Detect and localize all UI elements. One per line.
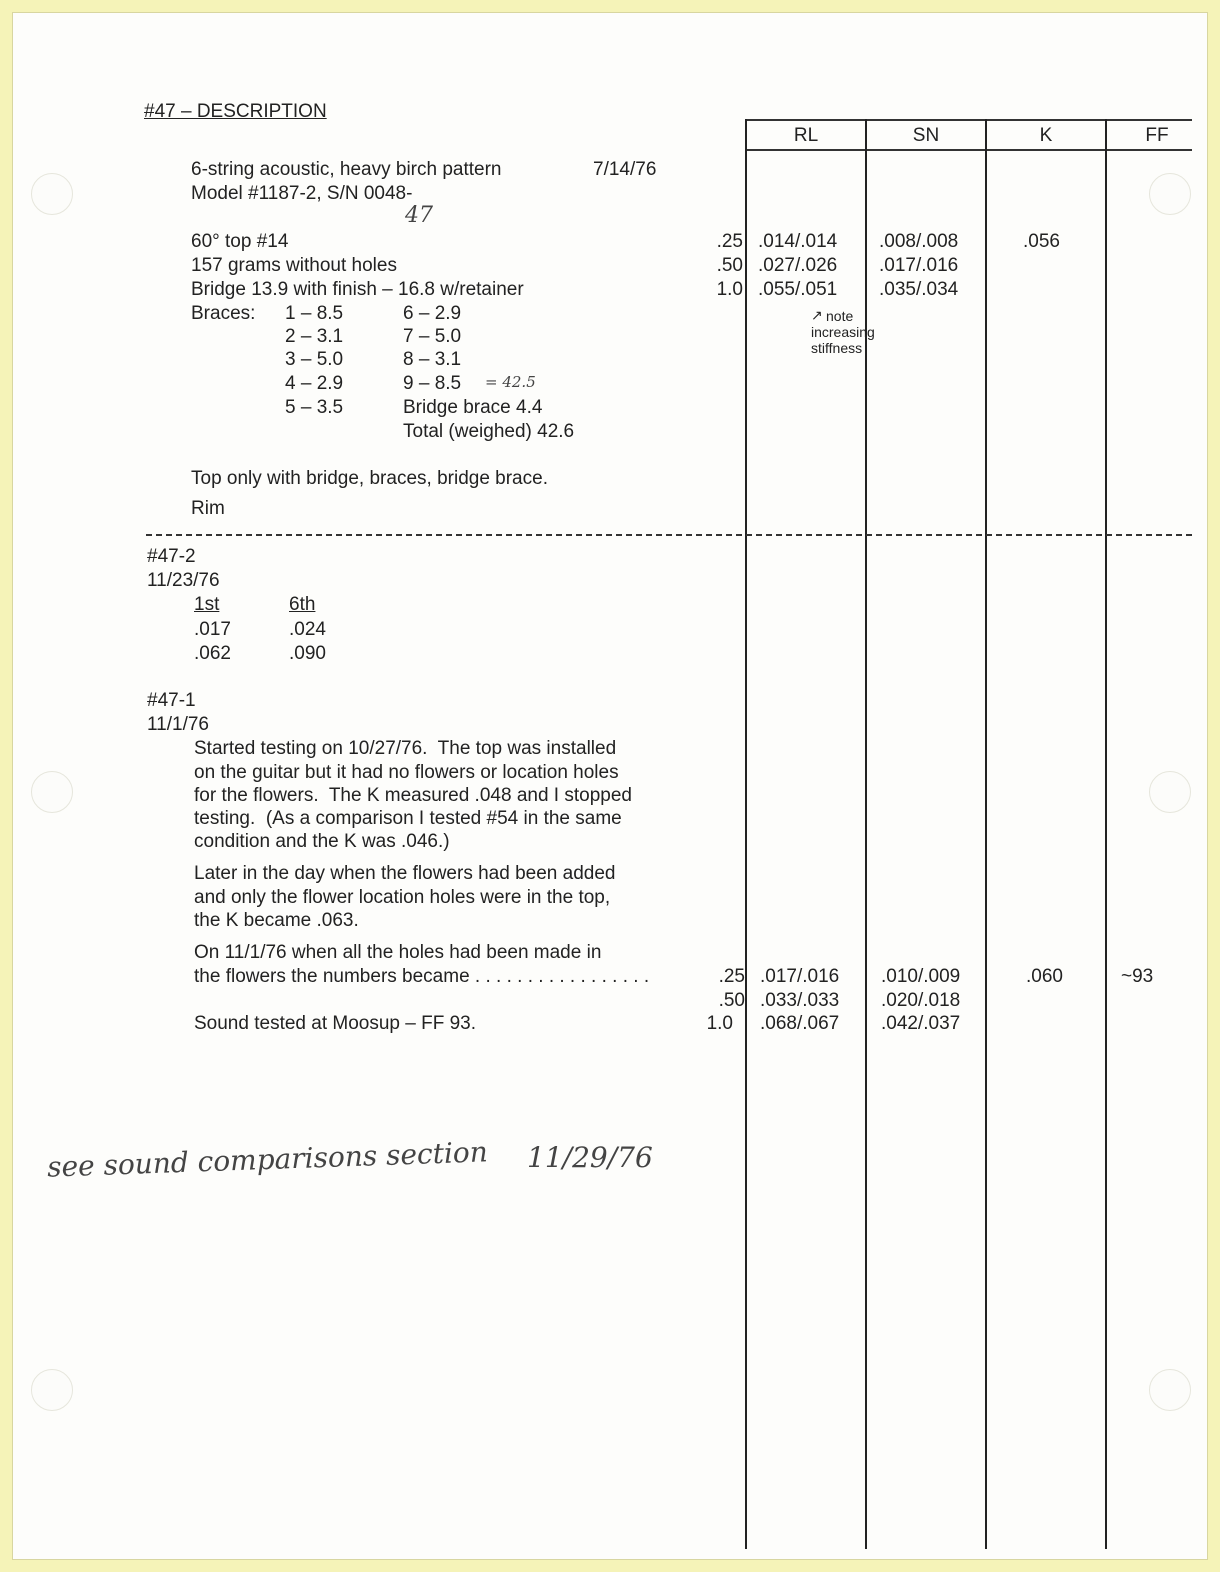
column-line-1 xyxy=(745,119,747,1549)
rl-value-b3: .068/.067 xyxy=(760,1013,840,1034)
entry-47-1-id: #47-1 xyxy=(147,690,196,711)
entry-47-1-para2-line1: Later in the day when the flowers had been added xyxy=(194,863,616,884)
handwritten-serial-correction: 47 xyxy=(405,203,433,228)
rl-value-a3: .055/.051 xyxy=(758,279,838,300)
rl-value-a2: .027/.026 xyxy=(758,255,838,276)
load-10-a: 1.0 xyxy=(716,279,743,300)
punch-hole-right-middle xyxy=(1149,771,1191,813)
rl-value-a1: .014/.014 xyxy=(758,231,838,252)
top-spec: 60° top #14 xyxy=(191,231,289,252)
rim-label: Rim xyxy=(191,498,225,519)
load-10-b: 1.0 xyxy=(706,1013,733,1034)
sn-value-b2: .020/.018 xyxy=(881,990,961,1011)
entry-47-2-r2c1: .062 xyxy=(194,643,231,664)
entry-47-2-r2c2: .090 xyxy=(289,643,326,664)
description-line-1: 6-string acoustic, heavy birch pattern xyxy=(191,159,502,180)
entry-47-2-r1c1: .017 xyxy=(194,619,231,640)
total-weighed: Total (weighed) 42.6 xyxy=(403,421,575,442)
punch-hole-right-top xyxy=(1149,173,1191,215)
entry-47-1-para3-line1: On 11/1/76 when all the holes had been made in xyxy=(194,942,602,963)
entry-47-2-date: 11/23/76 xyxy=(147,570,220,591)
bridge-brace: Bridge brace 4.4 xyxy=(403,397,543,418)
entry-47-2-r1c2: .024 xyxy=(289,619,326,640)
load-050-a: .50 xyxy=(716,255,743,276)
column-header-rl: RL xyxy=(793,125,819,146)
k-value-b: .060 xyxy=(1026,966,1063,987)
sn-value-b3: .042/.037 xyxy=(881,1013,961,1034)
entry-47-1-para1-line1: Started testing on 10/27/76. The top was installed xyxy=(194,738,617,759)
punch-hole-left-bottom xyxy=(31,1369,73,1411)
stiffness-note-arrow: ↗ xyxy=(811,307,823,323)
entry-47-1-para1-line4: testing. (As a comparison I tested #54 in the same xyxy=(194,808,622,829)
description-line-2: Model #1187-2, S/N 0048- xyxy=(191,183,413,204)
column-line-4 xyxy=(1105,119,1107,1549)
entry-47-2-col2-header: 6th xyxy=(289,594,316,615)
handwritten-date: 11/29/76 xyxy=(527,1141,653,1174)
brace-5: 5 – 3.5 xyxy=(285,397,344,418)
rl-value-b1: .017/.016 xyxy=(760,966,840,987)
handwritten-note: see sound comparisons section xyxy=(46,1135,489,1184)
brace-9: 9 – 8.5 xyxy=(403,373,462,394)
brace-3: 3 – 5.0 xyxy=(285,349,344,370)
rl-value-b2: .033/.033 xyxy=(760,990,840,1011)
top-only-note: Top only with bridge, braces, bridge brace. xyxy=(191,468,548,489)
description-date: 7/14/76 xyxy=(593,159,657,180)
weight-spec: 157 grams without holes xyxy=(191,255,397,276)
section-divider xyxy=(146,534,1192,536)
brace-7: 7 – 5.0 xyxy=(403,326,462,347)
punch-hole-left-middle xyxy=(31,771,73,813)
column-header-k: K xyxy=(1039,125,1053,146)
handwritten-brace-note: = 42.5 xyxy=(485,373,536,391)
entry-47-1-para1-line2: on the guitar but it had no flowers or location holes xyxy=(194,762,619,783)
sn-value-a2: .017/.016 xyxy=(879,255,959,276)
bridge-spec: Bridge 13.9 with finish – 16.8 w/retainer xyxy=(191,279,524,300)
entry-47-1-para3-line2: the flowers the numbers became . . . . . . . . . . . . . . . . . xyxy=(194,966,650,987)
table-header-bottom-line xyxy=(746,149,1192,151)
column-header-ff: FF xyxy=(1145,125,1169,146)
document-page xyxy=(12,12,1208,1560)
punch-hole-left-top xyxy=(31,173,73,215)
entry-47-2-id: #47-2 xyxy=(147,546,196,567)
k-value-a: .056 xyxy=(1023,231,1060,252)
table-header-top-line xyxy=(746,119,1192,121)
sn-value-a3: .035/.034 xyxy=(879,279,959,300)
column-header-sn: SN xyxy=(912,125,940,146)
stiffness-note: note xyxy=(826,308,854,324)
entry-47-1-para2-line3: the K became .063. xyxy=(194,910,359,931)
column-line-3 xyxy=(985,119,987,1549)
brace-8: 8 – 3.1 xyxy=(403,349,462,370)
stiffness-note-3: stiffness xyxy=(811,340,863,356)
entry-47-1-para1-line3: for the flowers. The K measured .048 and I stopped xyxy=(194,785,632,806)
load-025-b: .25 xyxy=(718,966,745,987)
brace-6: 6 – 2.9 xyxy=(403,303,462,324)
entry-47-1-para1-line5: condition and the K was .046.) xyxy=(194,831,450,852)
sound-tested-note: Sound tested at Moosup – FF 93. xyxy=(194,1013,477,1034)
ff-value-b: ~93 xyxy=(1121,966,1154,987)
braces-label: Braces: xyxy=(191,303,256,324)
entry-47-1-para2-line2: and only the flower location holes were in the top, xyxy=(194,887,611,908)
entry-47-2-col1-header: 1st xyxy=(194,594,220,615)
brace-2: 2 – 3.1 xyxy=(285,326,344,347)
load-050-b: .50 xyxy=(718,990,745,1011)
entry-47-1-date: 11/1/76 xyxy=(147,714,209,735)
brace-4: 4 – 2.9 xyxy=(285,373,344,394)
load-025-a: .25 xyxy=(716,231,743,252)
punch-hole-right-bottom xyxy=(1149,1369,1191,1411)
page-title: #47 – DESCRIPTION xyxy=(144,101,327,122)
brace-1: 1 – 8.5 xyxy=(285,303,344,324)
sn-value-b1: .010/.009 xyxy=(881,966,961,987)
stiffness-note-2: increasing xyxy=(811,324,875,340)
sn-value-a1: .008/.008 xyxy=(879,231,959,252)
